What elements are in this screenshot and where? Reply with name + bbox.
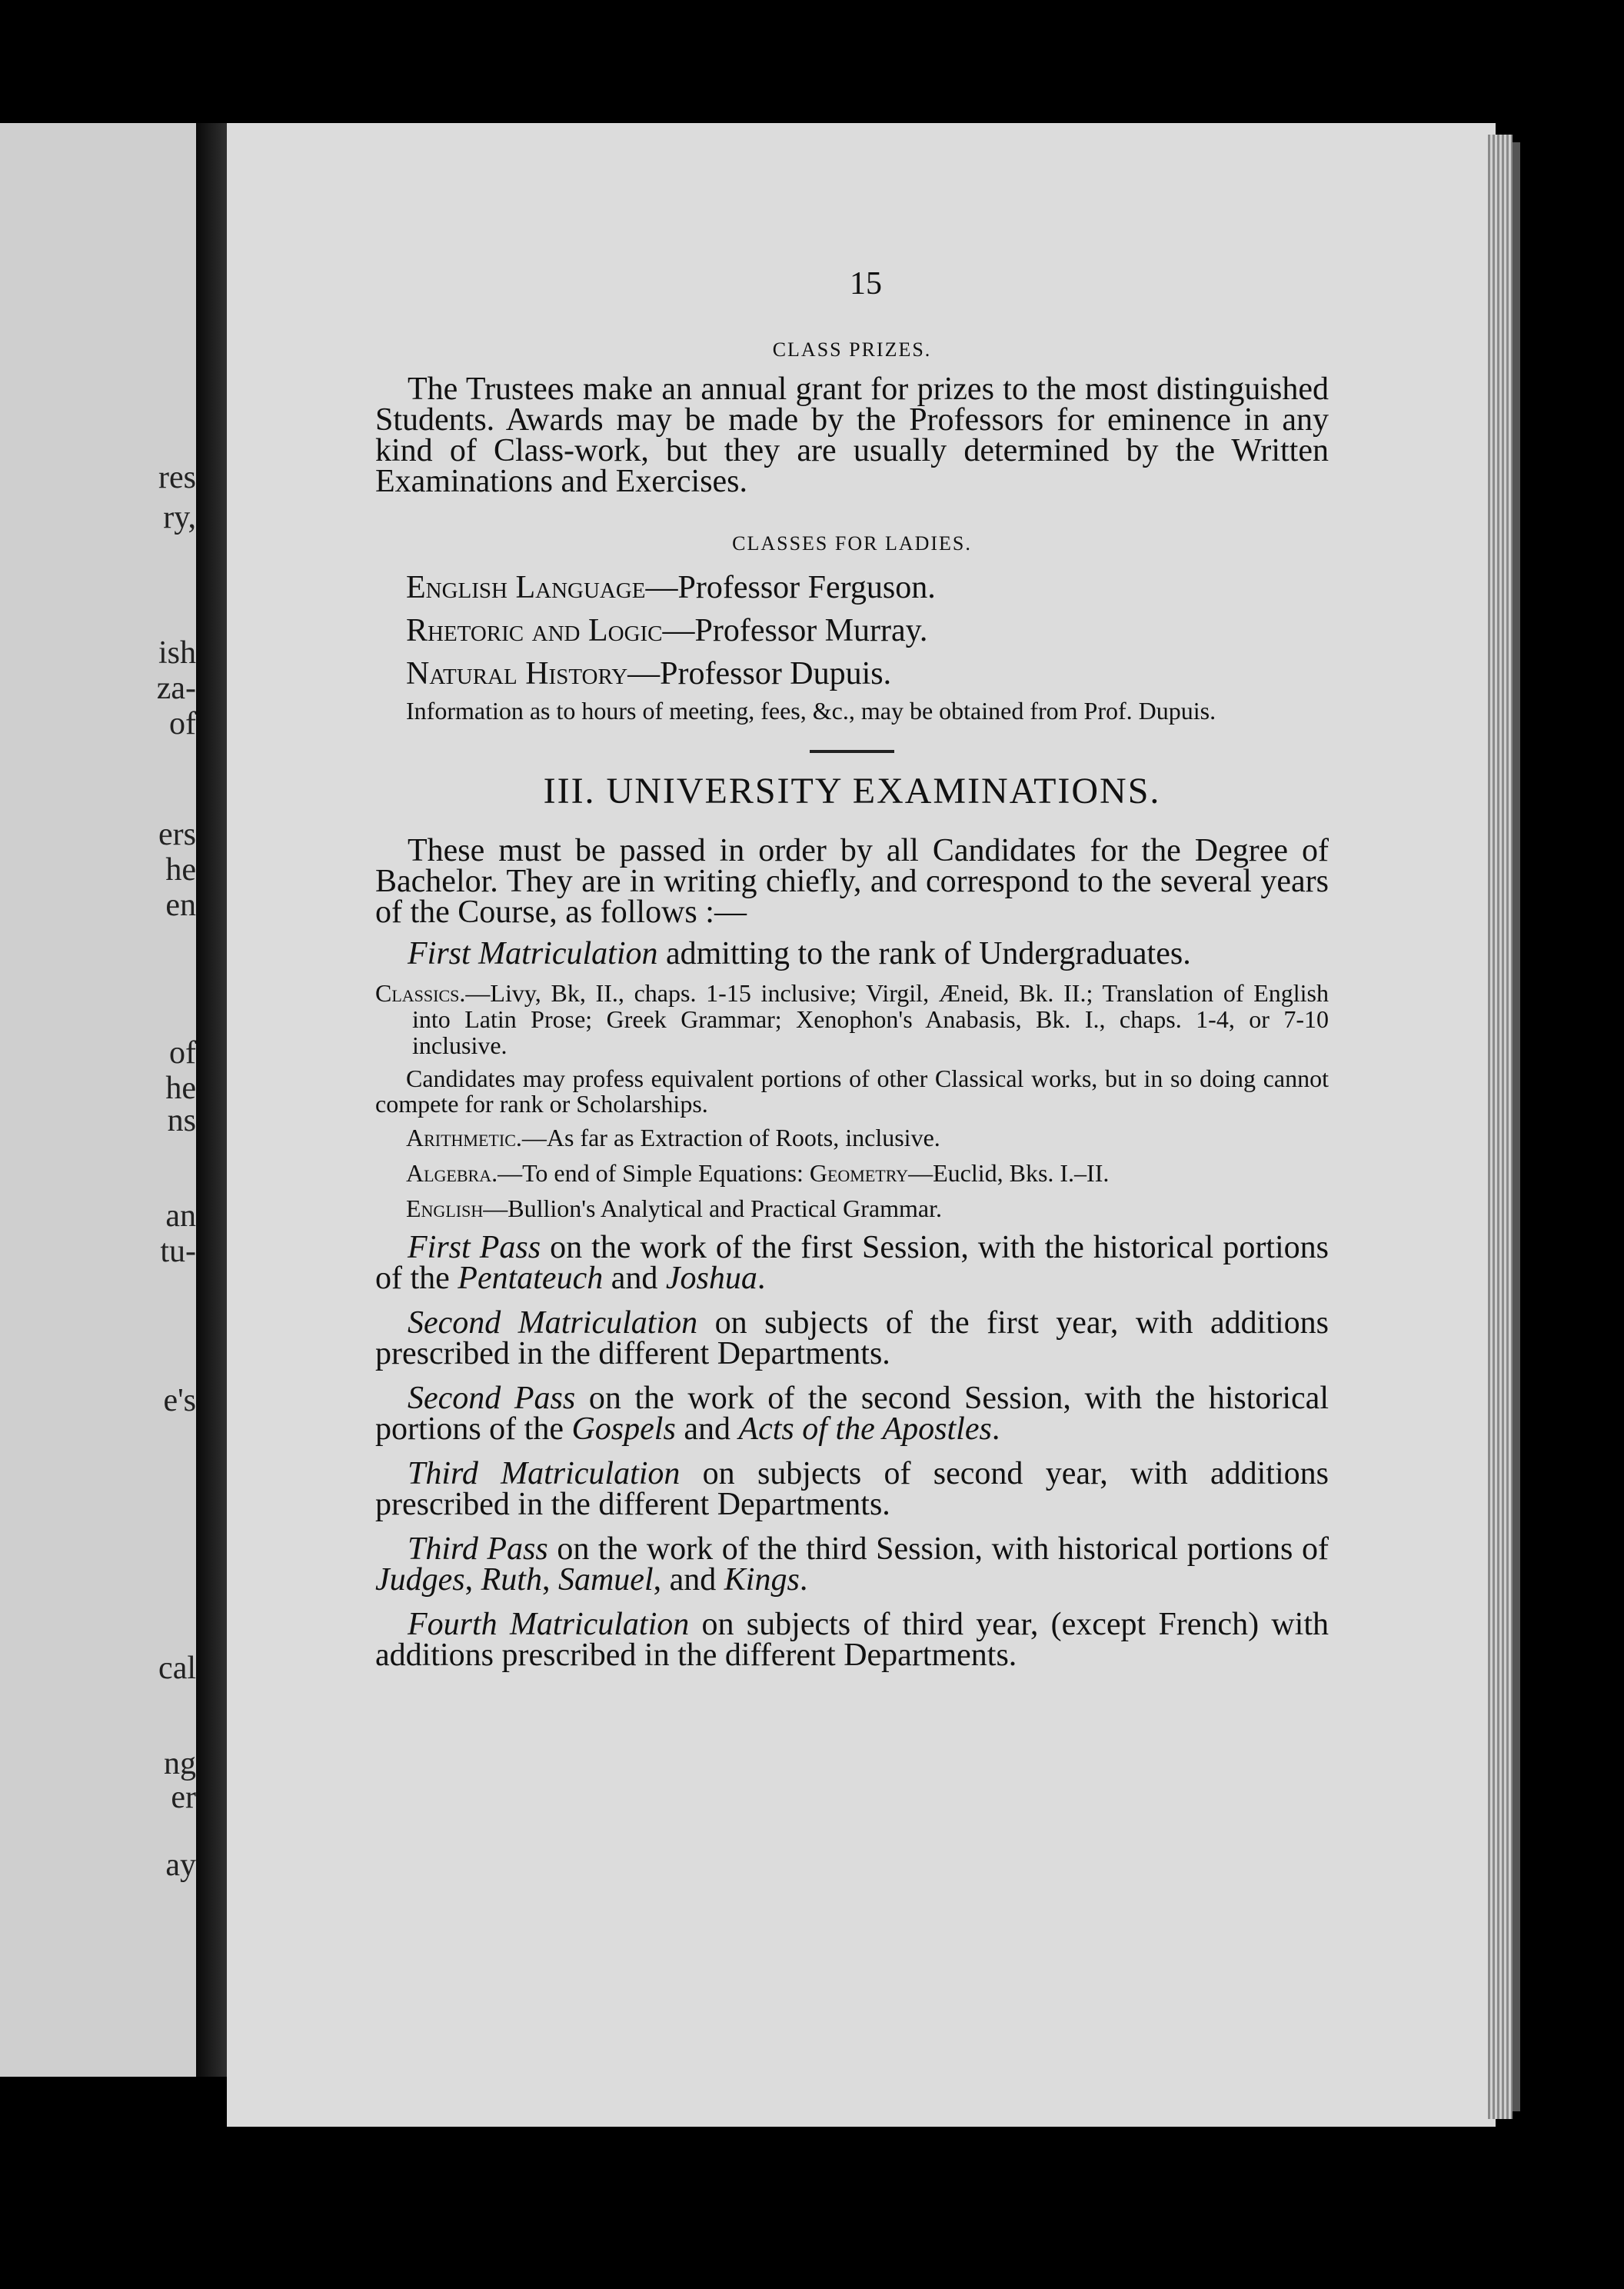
algebra-requirements xyxy=(375,1160,1329,1186)
classics-label: Classics. xyxy=(375,979,466,1007)
exams-intro: These must be passed in order by all Candidates for the Degree of Bachelor. They are in writing chiefly, and correspond to the several years of the Course, as follows :— xyxy=(375,833,1329,930)
ladies-info-note: Information as to hours of meeting, fees, &c., may be obtained from Prof. Dupuis. xyxy=(406,697,1216,725)
ladies-class-item xyxy=(406,569,1329,606)
book-title: Judges xyxy=(375,1562,465,1598)
class-prizes-heading: CLASS PRIZES. xyxy=(772,338,932,361)
english-text: —Bullion's Analytical and Practical Grammar. xyxy=(483,1194,942,1222)
ladies-class-item xyxy=(406,655,1329,692)
first-pass-text: on the work of the first Session, with the historical portions of the xyxy=(375,1230,1329,1296)
classes-for-ladies-heading: CLASSES FOR LADIES. xyxy=(732,532,972,555)
ladies-class-professor: —Professor Ferguson. xyxy=(645,570,936,605)
left-fragment: he xyxy=(165,1071,196,1106)
class-prizes-paragraph: The Trustees make an annual grant for prizes to the most distinguished Students. Awards may be made by the Professors for eminence in any kind of Class-work, but they are usually determined by the Written Examinations and Exercises. xyxy=(375,372,1329,499)
second-matriculation-label: Second Matriculation xyxy=(408,1305,698,1341)
left-fragment: za- xyxy=(156,671,196,706)
second-matriculation-text: on subjects of the first year, with additions prescribed in the different Departments. xyxy=(375,1305,1329,1371)
left-fragment: ns xyxy=(167,1103,196,1138)
left-fragment: he xyxy=(165,852,196,888)
third-pass-sep: , and xyxy=(653,1562,724,1598)
second-matriculation xyxy=(375,1305,1329,1371)
left-fragment: of xyxy=(169,706,196,741)
third-matriculation-text: on subjects of second year, with additions prescribed in the different Departments. xyxy=(375,1456,1329,1522)
first-matriculation-text: admitting to the rank of Undergraduates. xyxy=(657,936,1191,971)
left-fragment: tu- xyxy=(160,1234,196,1269)
left-fragment: ry, xyxy=(163,500,196,535)
ladies-class-professor: —Professor Dupuis. xyxy=(627,656,892,691)
book-title: Gospels xyxy=(571,1411,676,1447)
ladies-class-professor: —Professor Murray. xyxy=(662,613,928,648)
english-requirements xyxy=(375,1195,1329,1221)
section-title: III. UNIVERSITY EXAMINATIONS. xyxy=(543,771,1161,811)
third-pass-label: Third Pass xyxy=(408,1531,548,1567)
left-fragment: e's xyxy=(163,1383,196,1418)
left-fragment: ng xyxy=(164,1746,196,1781)
candidates-note: Candidates may profess equivalent portions of other Classical works, but in so doing cannot compete for rank or Scholarships. xyxy=(375,1065,1329,1118)
fourth-matriculation-label: Fourth Matriculation xyxy=(408,1607,690,1642)
algebra-label: Algebra. xyxy=(406,1159,498,1187)
left-fragment: of xyxy=(169,1035,196,1071)
arithmetic-text: —As far as Extraction of Roots, inclusive. xyxy=(521,1124,940,1151)
english-label: English xyxy=(406,1194,484,1222)
section-divider xyxy=(810,750,894,753)
left-fragment: an xyxy=(165,1198,196,1234)
third-pass-end: . xyxy=(799,1562,808,1598)
classics-requirements xyxy=(375,980,1329,1058)
arithmetic-label: Arithmetic. xyxy=(406,1124,522,1151)
page-text xyxy=(375,338,1329,1671)
first-pass-joiner: and xyxy=(603,1261,666,1296)
left-fragment: ers xyxy=(158,817,196,852)
third-pass-sep: , xyxy=(541,1562,558,1598)
ladies-class-item xyxy=(406,612,1329,649)
facing-page-left xyxy=(0,123,196,2077)
book-title: Kings xyxy=(724,1562,800,1598)
second-pass-label: Second Pass xyxy=(408,1381,576,1416)
book-title: Acts of the Apostles xyxy=(738,1411,992,1447)
first-matriculation-label: First Matriculation xyxy=(408,936,658,971)
third-pass-sep: , xyxy=(464,1562,481,1598)
book-title: Samuel xyxy=(557,1562,654,1598)
first-pass xyxy=(375,1232,1329,1294)
ladies-class-subject: English Language xyxy=(406,570,646,605)
book-title: Ruth xyxy=(481,1562,542,1598)
second-pass-text: on the work of the second Session, with the historical portions of the xyxy=(375,1381,1329,1447)
first-pass-label: First Pass xyxy=(408,1230,541,1265)
ladies-class-subject: Rhetoric and Logic xyxy=(406,613,663,648)
second-pass xyxy=(375,1381,1329,1447)
third-matriculation xyxy=(375,1458,1329,1520)
ladies-class-subject: Natural History xyxy=(406,656,628,691)
page-number: 15 xyxy=(850,266,882,302)
left-fragment: en xyxy=(165,888,196,923)
second-pass-end: . xyxy=(991,1411,1000,1447)
arithmetic-requirements xyxy=(375,1125,1329,1151)
book-title: Joshua xyxy=(665,1261,757,1296)
third-matriculation-label: Third Matriculation xyxy=(408,1456,681,1491)
left-fragment: ish xyxy=(158,635,196,671)
page-edge-shadow xyxy=(1513,142,1520,2111)
page-edge-stack xyxy=(1488,135,1513,2119)
left-fragment: cal xyxy=(158,1651,196,1686)
third-pass xyxy=(375,1531,1329,1598)
fourth-matriculation xyxy=(375,1609,1329,1671)
left-fragment: ay xyxy=(165,1848,196,1883)
fourth-matriculation-text: on subjects of third year, (except French) with additions prescribed in the different Departments. xyxy=(375,1607,1329,1673)
geometry-label: Geometry xyxy=(809,1159,909,1187)
geometry-text: —Euclid, Bks. I.–II. xyxy=(908,1159,1110,1187)
first-matriculation xyxy=(375,938,1329,969)
classics-text: —Livy, Bk, II., chaps. 1-15 inclusive; Virgil, Æneid, Bk. II.; Translation of English into Latin Prose; Greek Grammar; Xenophon's Anabasis, Bk. I., chaps. 1-4, or 7-10 inclusive. xyxy=(412,979,1329,1059)
left-fragment: er xyxy=(171,1780,196,1815)
book-title: Pentateuch xyxy=(458,1261,604,1296)
algebra-text: —To end of Simple Equations: xyxy=(498,1159,810,1187)
first-pass-end: . xyxy=(757,1261,766,1296)
second-pass-joiner: and xyxy=(675,1411,739,1447)
left-fragment: res xyxy=(158,460,196,495)
third-pass-text: on the work of the third Session, with historical portions of xyxy=(547,1531,1329,1567)
